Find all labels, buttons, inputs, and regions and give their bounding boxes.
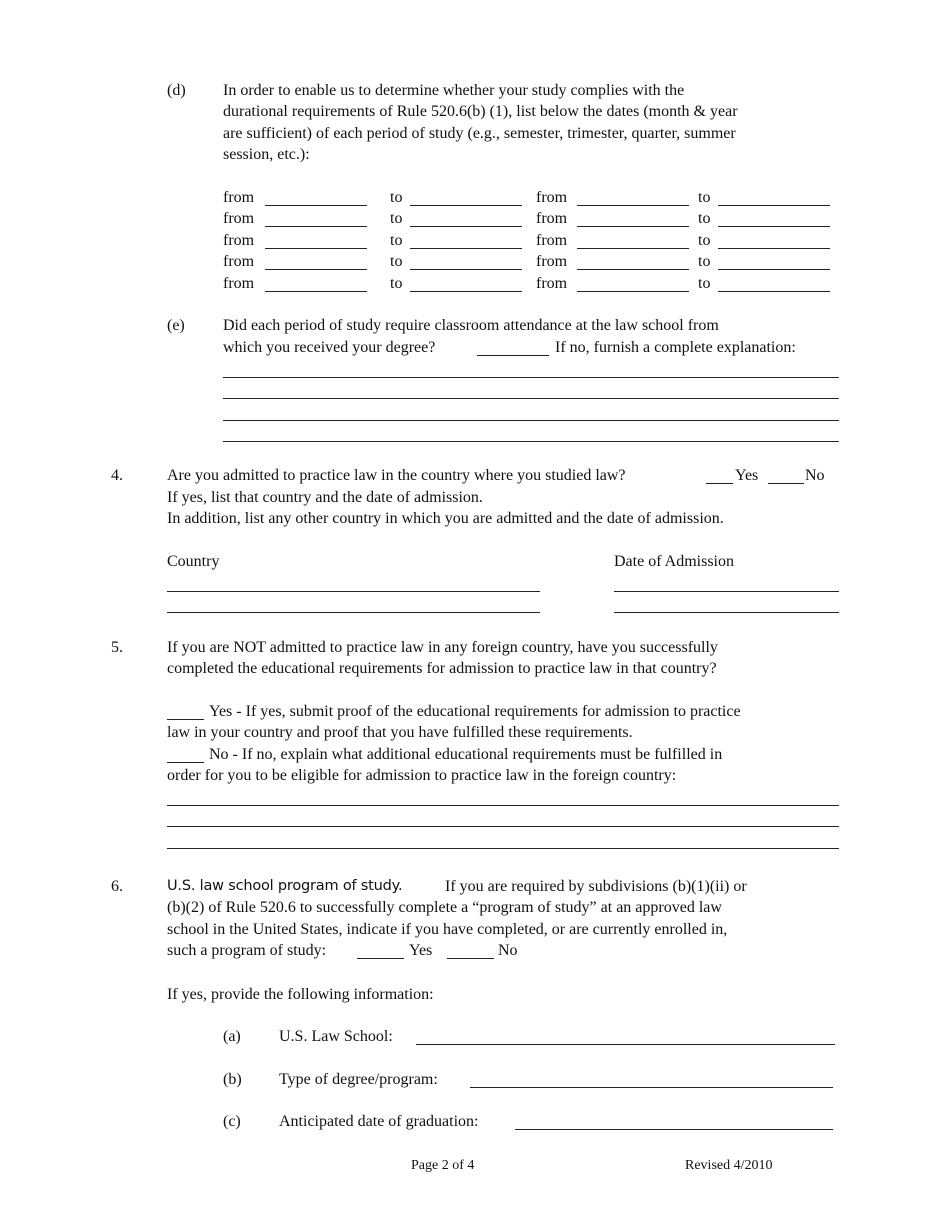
q5-no-text-1: No - If no, explain what additional educational requirements must be fulfilled in	[209, 746, 723, 763]
q6-item-b-text: Type of degree/program:	[279, 1071, 438, 1088]
to-date-field[interactable]	[410, 205, 522, 206]
country-column-header: Country	[167, 553, 220, 570]
q6-yes-checkline[interactable]	[357, 958, 404, 959]
from-date-field[interactable]	[265, 226, 367, 227]
from-date-field[interactable]	[265, 291, 367, 292]
section-e-text-2a: which you received your degree?	[223, 339, 436, 356]
question-5-number: 5.	[111, 639, 123, 656]
section-e-text-2b: If no, furnish a complete explanation:	[555, 339, 796, 356]
q4-yes-label: Yes	[735, 467, 759, 484]
from-date-field[interactable]	[577, 205, 689, 206]
to-date-field[interactable]	[718, 248, 830, 249]
from-date-field[interactable]	[577, 291, 689, 292]
to-date-field[interactable]	[718, 291, 830, 292]
q6-item-b-label: (b)	[223, 1071, 242, 1088]
to-label: to	[698, 232, 711, 249]
q6-item-a-text: U.S. Law School:	[279, 1028, 393, 1045]
to-date-field[interactable]	[718, 205, 830, 206]
to-date-field[interactable]	[410, 291, 522, 292]
admission-date-column-header: Date of Admission	[614, 553, 734, 570]
q6-item-c-label: (c)	[223, 1113, 241, 1130]
to-date-field[interactable]	[410, 226, 522, 227]
to-label: to	[698, 275, 711, 292]
degree-program-field[interactable]	[470, 1087, 833, 1088]
explanation-line[interactable]	[223, 377, 839, 378]
q6-no-checkline[interactable]	[447, 958, 494, 959]
section-d-label: (d)	[167, 82, 186, 99]
question-4-text-3: In addition, list any other country in which you are admitted and the date of admission.	[167, 510, 724, 527]
from-label: from	[536, 210, 568, 227]
section-d-text-3: are sufficient) of each period of study (e.g., semester, trimester, quarter, summer	[223, 125, 736, 142]
q4-yes-checkline[interactable]	[706, 483, 733, 484]
section-d-text-2: durational requirements of Rule 520.6(b) (1), list below the dates (month & year	[223, 103, 738, 120]
question-6-text-3: school in the United States, indicate if you have completed, or are currently enrolled in,	[167, 921, 728, 938]
to-label: to	[390, 275, 403, 292]
admission-date-field[interactable]	[614, 612, 839, 613]
q5-yes-text-2: law in your country and proof that you have fulfilled these requirements.	[167, 724, 633, 741]
us-law-school-field[interactable]	[416, 1044, 835, 1045]
q4-no-checkline[interactable]	[768, 483, 804, 484]
revision-date: Revised 4/2010	[685, 1158, 773, 1173]
from-label: from	[223, 232, 255, 249]
from-label: from	[536, 253, 568, 270]
question-4-text-2: If yes, list that country and the date of admission.	[167, 489, 483, 506]
q6-item-a-label: (a)	[223, 1028, 241, 1045]
q5-yes-text-1: Yes - If yes, submit proof of the educational requirements for admission to practice	[209, 703, 741, 720]
explanation-line[interactable]	[223, 420, 839, 421]
q6-no-label: No	[498, 942, 518, 959]
to-date-field[interactable]	[718, 226, 830, 227]
question-6-text-2: (b)(2) of Rule 520.6 to successfully complete a “program of study” at an approved law	[167, 899, 722, 916]
from-label: from	[223, 210, 255, 227]
q5-yes-checkline[interactable]	[167, 719, 204, 720]
question-6-text-1: If you are required by subdivisions (b)(1)(ii) or	[445, 878, 747, 895]
q5-explanation-line[interactable]	[167, 848, 839, 849]
section-e-text-1: Did each period of study require classroom attendance at the law school from	[223, 317, 719, 334]
q5-explanation-line[interactable]	[167, 826, 839, 827]
section-d-text-4: session, etc.):	[223, 146, 310, 163]
question-5-text-2: completed the educational requirements for admission to practice law in that country?	[167, 660, 717, 677]
from-date-field[interactable]	[265, 205, 367, 206]
question-6-number: 6.	[111, 878, 123, 895]
to-label: to	[698, 253, 711, 270]
to-label: to	[698, 210, 711, 227]
question-4-text-1: Are you admitted to practice law in the country where you studied law?	[167, 467, 626, 484]
from-date-field[interactable]	[577, 226, 689, 227]
question-6-heading: U.S. law school program of study.	[167, 878, 403, 894]
section-d-text-1: In order to enable us to determine whether your study complies with the	[223, 82, 685, 99]
admission-date-field[interactable]	[614, 591, 839, 592]
from-date-field[interactable]	[577, 248, 689, 249]
country-field[interactable]	[167, 591, 540, 592]
question-6-text-4: such a program of study:	[167, 942, 327, 959]
explanation-line[interactable]	[223, 441, 839, 442]
to-label: to	[698, 189, 711, 206]
q6-yes-label: Yes	[409, 942, 433, 959]
from-label: from	[223, 275, 255, 292]
from-label: from	[536, 275, 568, 292]
graduation-date-field[interactable]	[515, 1129, 833, 1130]
q5-no-checkline[interactable]	[167, 762, 204, 763]
from-label: from	[223, 253, 255, 270]
from-label: from	[536, 189, 568, 206]
q5-explanation-line[interactable]	[167, 805, 839, 806]
from-date-field[interactable]	[265, 248, 367, 249]
from-date-field[interactable]	[577, 269, 689, 270]
attendance-answer-field[interactable]	[477, 355, 549, 356]
question-4-number: 4.	[111, 467, 123, 484]
to-date-field[interactable]	[410, 248, 522, 249]
question-6-if-yes: If yes, provide the following information:	[167, 986, 434, 1003]
to-date-field[interactable]	[410, 269, 522, 270]
from-label: from	[536, 232, 568, 249]
from-label: from	[223, 189, 255, 206]
to-date-field[interactable]	[718, 269, 830, 270]
to-label: to	[390, 253, 403, 270]
explanation-line[interactable]	[223, 398, 839, 399]
to-label: to	[390, 189, 403, 206]
to-label: to	[390, 232, 403, 249]
q4-no-label: No	[805, 467, 825, 484]
q5-no-text-2: order for you to be eligible for admission to practice law in the foreign country:	[167, 767, 677, 784]
from-date-field[interactable]	[265, 269, 367, 270]
question-5-text-1: If you are NOT admitted to practice law in any foreign country, have you successfully	[167, 639, 718, 656]
section-e-label: (e)	[167, 317, 185, 334]
country-field[interactable]	[167, 612, 540, 613]
to-label: to	[390, 210, 403, 227]
q6-item-c-text: Anticipated date of graduation:	[279, 1113, 479, 1130]
page-number: Page 2 of 4	[411, 1158, 475, 1173]
